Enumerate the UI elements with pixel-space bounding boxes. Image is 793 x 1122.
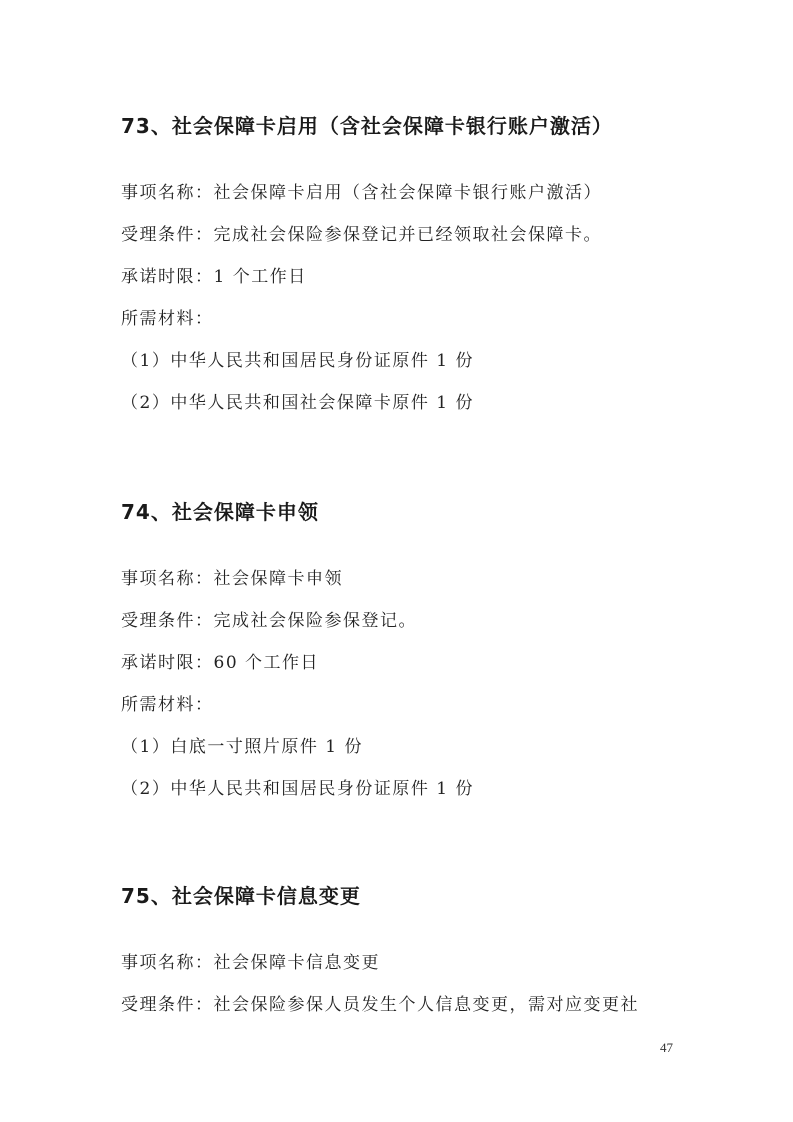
item-name-73: 事项名称：社会保障卡启用（含社会保障卡银行账户激活） (121, 183, 602, 203)
acceptance-condition-74: 受理条件：完成社会保险参保登记。 (121, 611, 417, 631)
acceptance-condition-73: 受理条件：完成社会保险参保登记并已经领取社会保障卡。 (121, 225, 602, 245)
page-number: 47 (660, 1040, 673, 1055)
time-limit-73: 承诺时限：1 个工作日 (121, 267, 307, 287)
materials-label-73: 所需材料： (121, 309, 214, 329)
item-name-74: 事项名称：社会保障卡申领 (121, 569, 343, 589)
materials-label-74: 所需材料： (121, 695, 214, 715)
material-item-73-2: （2）中华人民共和国社会保障卡原件 1 份 (121, 393, 474, 413)
section-heading-75: 75、社会保障卡信息变更 (121, 884, 361, 908)
item-name-75: 事项名称：社会保障卡信息变更 (121, 953, 380, 973)
material-item-74-1: （1）白底一寸照片原件 1 份 (121, 737, 363, 757)
section-heading-74: 74、社会保障卡申领 (121, 500, 319, 524)
material-item-74-2: （2）中华人民共和国居民身份证原件 1 份 (121, 779, 474, 799)
acceptance-condition-75: 受理条件：社会保险参保人员发生个人信息变更，需对应变更社 (121, 995, 639, 1015)
time-limit-74: 承诺时限：60 个工作日 (121, 653, 320, 673)
material-item-73-1: （1）中华人民共和国居民身份证原件 1 份 (121, 351, 474, 371)
section-heading-73: 73、社会保障卡启用（含社会保障卡银行账户激活） (121, 114, 613, 138)
